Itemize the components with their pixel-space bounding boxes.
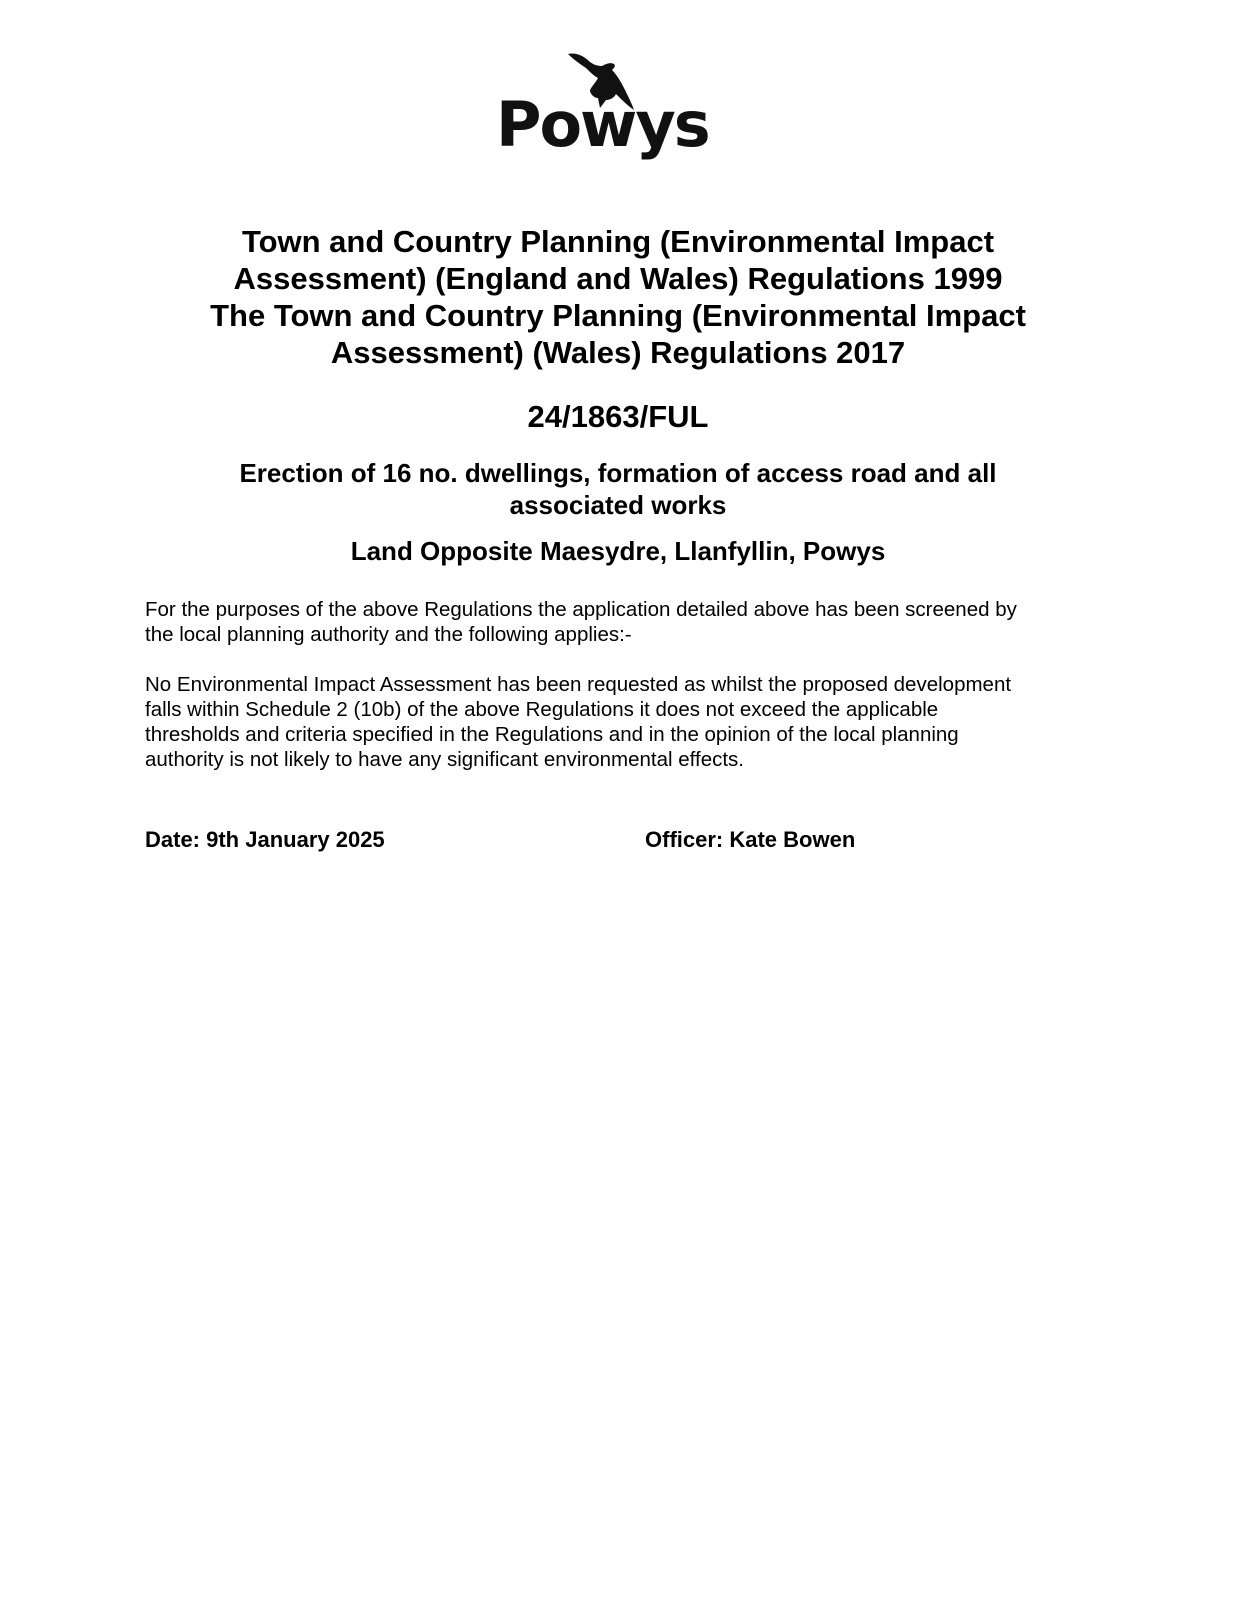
title-line: The Town and Country Planning (Environmental Impact bbox=[210, 298, 1026, 333]
development-description bbox=[150, 457, 1086, 521]
logo-wordmark: Powys bbox=[496, 88, 709, 161]
paragraph-line: No Environmental Impact Assessment has been requested as whilst the proposed development bbox=[145, 673, 1012, 696]
description-line: Erection of 16 no. dwellings, formation of access road and all bbox=[239, 458, 997, 488]
regulations-title bbox=[150, 223, 1086, 371]
description-line: associated works bbox=[509, 490, 727, 520]
paragraph-line: falls within Schedule 2 (10b) of the above Regulations it does not exceed the applicable bbox=[145, 698, 939, 721]
site-location: Land Opposite Maesydre, Llanfyllin, Powys bbox=[350, 536, 886, 566]
title-line: Town and Country Planning (Environmental Impact bbox=[241, 224, 995, 259]
paragraph-line: For the purposes of the above Regulations the application detailed above has been screened by bbox=[145, 598, 1017, 621]
paragraph-line: authority is not likely to have any significant environmental effects. bbox=[145, 748, 744, 771]
decision-date: Date: 9th January 2025 bbox=[145, 827, 385, 852]
screening-outcome-paragraph bbox=[145, 672, 1105, 772]
application-reference: 24/1863/FUL bbox=[527, 399, 709, 434]
paragraph-line: the local planning authority and the following applies:- bbox=[145, 623, 632, 646]
title-line: Assessment) (England and Wales) Regulations 1999 bbox=[233, 261, 1003, 296]
screening-intro-paragraph bbox=[145, 597, 1105, 647]
title-line: Assessment) (Wales) Regulations 2017 bbox=[330, 335, 906, 370]
case-officer: Officer: Kate Bowen bbox=[645, 827, 856, 852]
paragraph-line: thresholds and criteria specified in the Regulations and in the opinion of the local planning bbox=[145, 723, 959, 746]
powys-logo bbox=[496, 48, 709, 173]
